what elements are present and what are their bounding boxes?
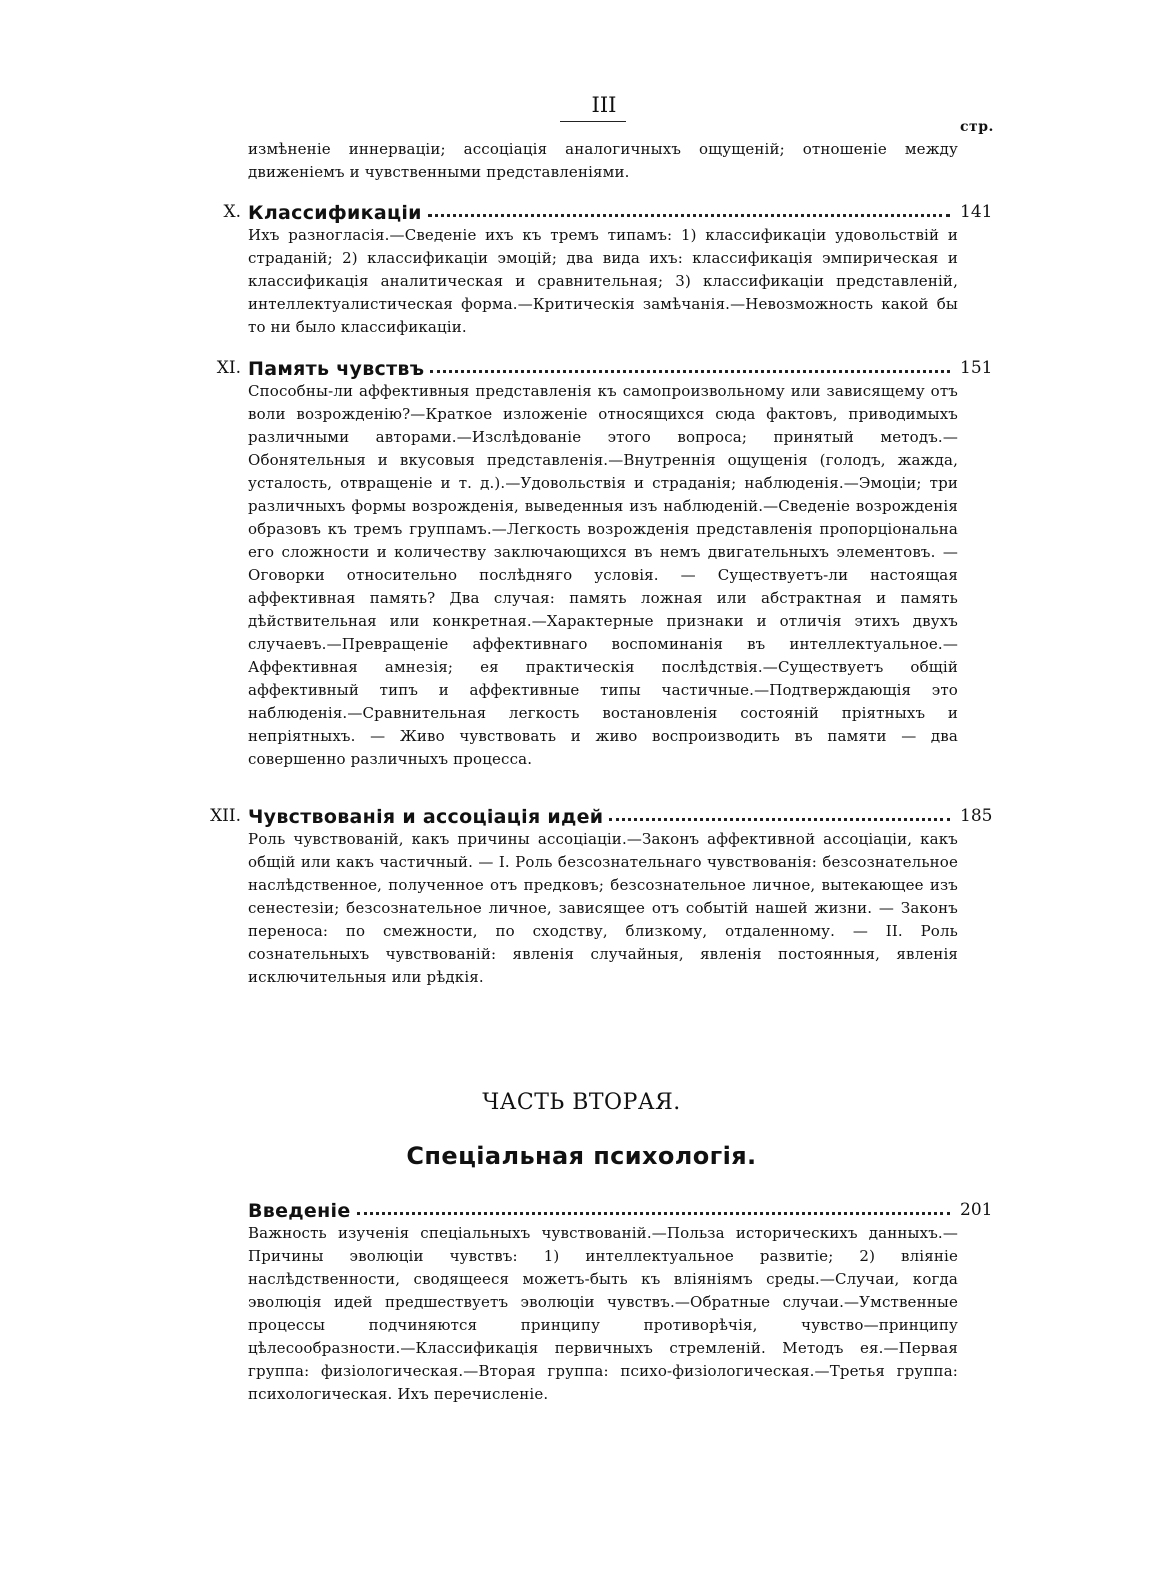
chapter-x-number: X.	[223, 202, 241, 222]
chapter-xii-heading	[210, 798, 993, 828]
chapter-x-heading	[223, 194, 993, 224]
introduction-title: Введеніе	[248, 1200, 357, 1222]
chapter-xi-title: Память чувствъ	[248, 358, 430, 380]
page-number-rule	[560, 121, 626, 122]
chapter-xi-leader	[430, 370, 950, 373]
chapter-xii-title: Чувствованія и ассоціація идей	[248, 806, 609, 828]
page-column-header: стр.	[960, 119, 994, 135]
chapter-xi-description: Способны-ли аффективныя представленія къ самопроизвольному или зависящему отъ воли возрожденію?—Краткое изложеніе относящихся сюда фактовъ, приводимыхъ различными авторами.—Изслѣдованіе этого вопроса; принятый методъ.—Обонятельныя и вкусовыя представленія.—Внутреннія ощущенія (голодъ, жажда, усталость, отвращеніе и т. д.).—Удовольствія и страданія; наблюденія.—Эмоціи; три различныхъ формы возрожденія, выведенныя изъ наблюденій.—Сведеніе возрожденія образовъ къ тремъ группамъ.—Легкость возрожденія представленія пропорціональна его сложности и количеству заключающихся въ немъ двигательныхъ элементовъ. — Оговорки относительно послѣдняго условія. — Существуетъ-ли настоящая аффективная память? Два случая: память ложная или абстрактная и память дѣйствительная или конкретная.—Характерные признаки и отличія этихъ двухъ случаевъ.—Превращеніе аффективнаго воспоминанія въ интеллектуальное.—Аффективная амнезія; ея практическія послѣдствія.—Существуетъ общій аффективный типъ и аффективные типы частичные.—Подтверждающія это наблюденія.—Сравнительная легкость востановленія состояній пріятныхъ и непріятныхъ. — Живо чувствовать и живо воспроизводить въ памяти — два совершенно различныхъ процесса.	[248, 382, 958, 768]
chapter-xii	[210, 798, 993, 989]
chapter-xii-leader	[609, 818, 950, 821]
chapter-x	[223, 194, 993, 339]
chapter-xi	[216, 350, 993, 771]
page-number: III	[591, 93, 617, 117]
chapter-x-page: 141	[960, 202, 993, 222]
chapter-xi-number: XI.	[216, 358, 241, 378]
chapter-x-description: Ихъ разногласія.—Сведеніе ихъ къ тремъ типамъ: 1) классификаціи удовольствій и страданій; 2) классификаціи эмоцій; два вида ихъ: классификація эмпирическая и классификація аналитическая и сравнительная; 3) классификаціи представленій, интеллектуалистическая форма.—Критическія замѣчанія.—Невозможность какой бы то ни было классификаціи.	[248, 226, 958, 336]
introduction-heading	[248, 1192, 993, 1222]
continuation-text: измѣненіе иннерваціи; ассоціація аналогичныхъ ощущеній; отношеніе между движеніемъ и чувственными представленіями.	[248, 140, 958, 181]
chapter-xi-heading	[216, 350, 993, 380]
chapter-x-leader	[428, 214, 950, 217]
introduction-leader	[357, 1212, 950, 1215]
part-two-title: ЧАСТЬ ВТОРАЯ.	[482, 1090, 681, 1115]
chapter-xii-number: XII.	[210, 806, 241, 826]
chapter-xii-page: 185	[960, 806, 993, 826]
chapter-xii-description: Роль чувствованій, какъ причины ассоціаціи.—Законъ аффективной ассоціаціи, какъ общій или какъ частичный. — I. Роль безсознательнаго чувствованія: безсознательное наслѣдственное, полученное отъ предковъ; безсознательное личное, вытекающее изъ сенестезіи; безсознательное личное, зависящее отъ событій нашей жизни. — Законъ переноса: по смежности, по сходству, близкому, отдаленному. — II. Роль сознательныхъ чувствованій: явленія случайныя, явленія постоянныя, явленія исключительныя или рѣдкія.	[248, 830, 958, 986]
part-two-subtitle: Спеціальная психологія.	[406, 1142, 757, 1170]
introduction-page: 201	[960, 1200, 993, 1220]
chapter-xi-page: 151	[960, 358, 993, 378]
introduction	[248, 1192, 993, 1406]
chapter-x-title: Классификаціи	[248, 202, 428, 224]
introduction-description: Важность изученія спеціальныхъ чувствованій.—Польза историческихъ данныхъ.—Причины эволюціи чувствъ: 1) интеллектуальное развитіе; 2) вліяніе наслѣдственности, сводящееся можетъ-быть къ вліяніямъ среды.—Случаи, когда эволюція идей предшествуетъ эволюціи чувствъ.—Обратные случаи.—Умственные процессы подчиняются принципу противорѣчія, чувство—принципу цѣлесообразности.—Классификація первичныхъ стремленій. Методъ ея.—Первая группа: физіологическая.—Вторая группа: психо-физіологическая.—Третья группа: психологическая. Ихъ перечисленіе.	[248, 1224, 958, 1403]
continuation-block	[248, 138, 958, 184]
